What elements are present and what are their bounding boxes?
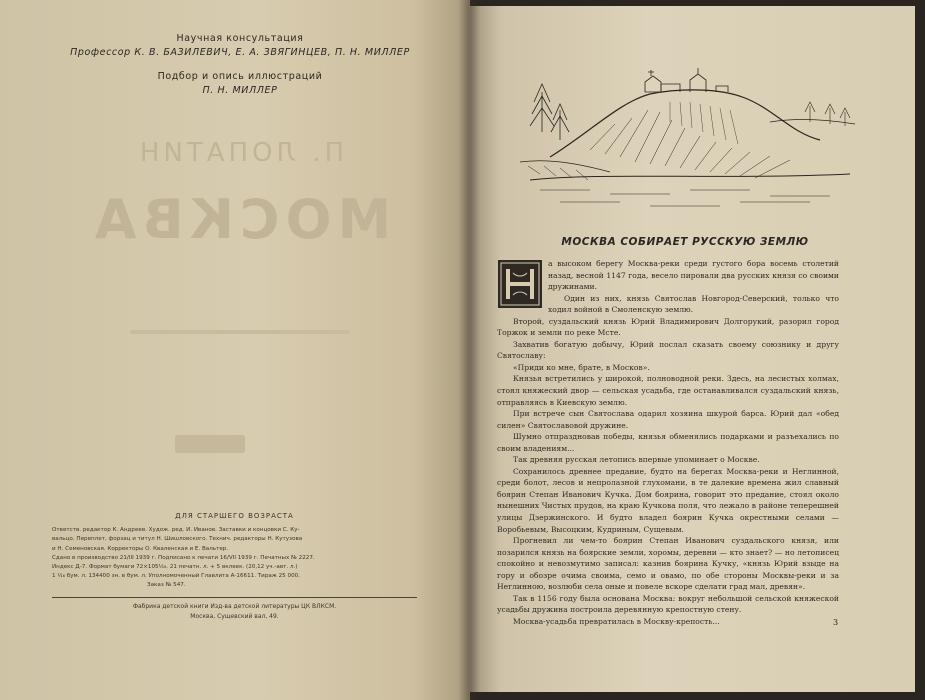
consult-heading: Научная консультация <box>176 33 304 44</box>
imprint-line: 1 ⅟₁₆ бум. л. 134400 зн. в бум. л. Уполномоченный Главлита А-16611. Тираж 25 000. <box>52 573 300 580</box>
consultants: Профессор К. В. БАЗИЛЕВИЧ, Е. А. ЗВЯГИНЦЕВ, П. Н. МИЛЛЕР <box>70 47 410 58</box>
imprint-order: Заказ № 547. <box>147 582 186 589</box>
paragraph: Сохранилось древнее предание, будто на берегах Москва-реки и Неглинной, среди болот, лесов и непролазной глухомани, в те далекие времена жил славный боярин Степан Иванович Кучка. Дом боярина, говорит это предание, стоял около нынешних Чистых прудов, на краю Кучкова поля, что лежало в районе теперешней улицы Дзержинского. И будто владел боярин Кучка окрестными селами — Воробьевым, Высоцким, Кудриным, Сущевым. <box>497 466 839 534</box>
imprint-line: Сдано в производство 21/III 1939 г. Подписано к печати 16/VII 1939 г. Печатных № 2227. <box>52 554 315 561</box>
paragraph: При встрече сын Святослава одарил хозяина шкурой барса. Юрий дал «обед силен» Святославовой дружине. <box>497 409 839 430</box>
imprint-line: вальцо. Переплет, форзац и титул Н. Шишловского. Технич. редакторы Н. Кутузова <box>52 536 303 543</box>
bleed-through-rule <box>130 330 350 334</box>
bleed-through-author: П. ЛОПАТИН <box>135 138 345 168</box>
paragraph: Шумно отпраздновав победы, князья обменялись подарками и разъехались по своим владениям... <box>497 432 839 453</box>
imprint-line: Индекс Д-7. Формат бумаги 72×105⅟₁₆. 21 печатн. л. + 5 вклеек. (20,12 уч.-авт. л.) <box>52 564 298 571</box>
bleed-through-title: МОСКВА <box>88 188 392 251</box>
paragraph: Захватив богатую добычу, Юрий послал сказать своему союзнику и другу Святославу: <box>497 339 839 361</box>
paragraph: а высоком берегу Москва-реки среди густого бора восемь столетий назад, весной 1147 года, весело пировали два русских князя со своими дружинами. <box>548 259 839 292</box>
illustrations-heading: Подбор и опись иллюстраций <box>157 71 323 82</box>
illustrator: П. Н. МИЛЛЕР <box>202 85 278 96</box>
paragraph: Прогневил ли чем-то боярин Степан Иванович суздальского князя, или позарился князь на боярские земли, хоромы, деревни — кто знает? — но летописец спокойно и невозмутимо записал: казнив боярина Кучку, «князь Юрий взыде на гору и обозре очима своима, семо и овамо, по обе стороны Москвы-реки и за Неглинною, возлюби села оные и повеле вскоре сделати град мал, древян». <box>497 536 839 592</box>
chapter-title: МОСКВА СОБИРАЕТ РУССКУЮ ЗЕМЛЮ <box>561 236 809 248</box>
book-gutter <box>458 0 480 700</box>
press-line: Фабрика детской книги Изд-ва детской литературы ЦК ВЛКСМ. <box>132 602 337 610</box>
paragraph: Москва-усадьба превратилась в Москву-крепость... <box>513 616 720 626</box>
press-address: Москва, Сущевский вал, 49. <box>190 612 279 620</box>
credits-block <box>40 32 440 98</box>
paragraph: Один из них, князь Святослав Новгород-Северский, только что ходил войной в Смоленскую землю. <box>548 293 839 315</box>
landscape-illustration <box>520 62 860 217</box>
imprint-divider <box>52 597 417 598</box>
page-number: 3 <box>833 618 839 627</box>
paragraph: «Приди ко мне, брате, в Москов». <box>513 362 650 372</box>
paragraph: Так древняя русская летопись впервые упоминает о Москве. <box>513 455 760 465</box>
age-group: ДЛЯ СТАРШЕГО ВОЗРАСТА <box>175 512 294 520</box>
chapter-body <box>497 258 839 628</box>
imprint-line: и Н. Семеновская. Корректоры О. Кваленская и Е. Вальтер. <box>52 545 229 552</box>
paragraph: Так в 1156 году была основана Москва: вокруг небольшой сельской княжеской усадьбы дружина построила деревянную крепостную стену. <box>497 593 839 615</box>
bleed-through-emblem <box>175 435 245 453</box>
imprint-block <box>52 512 417 622</box>
ornamental-initial-icon <box>497 259 543 309</box>
paragraph: Второй, суздальский князь Юрий Владимирович Долгорукий, разорил город Торжок и земли по реке Мсте. <box>497 316 839 338</box>
imprint-line: Ответств. редактор К. Андреев. Худож. ред. И. Иванов. Заставки и концовки С. Ку- <box>52 527 300 534</box>
paragraph: Князья встретились у широкой, полноводной реки. Здесь, на лесистых холмах, стоял княжеский двор — сельская усадьба, где останавливался суздальский князь, отправляясь в Киевскую землю. <box>497 374 839 407</box>
